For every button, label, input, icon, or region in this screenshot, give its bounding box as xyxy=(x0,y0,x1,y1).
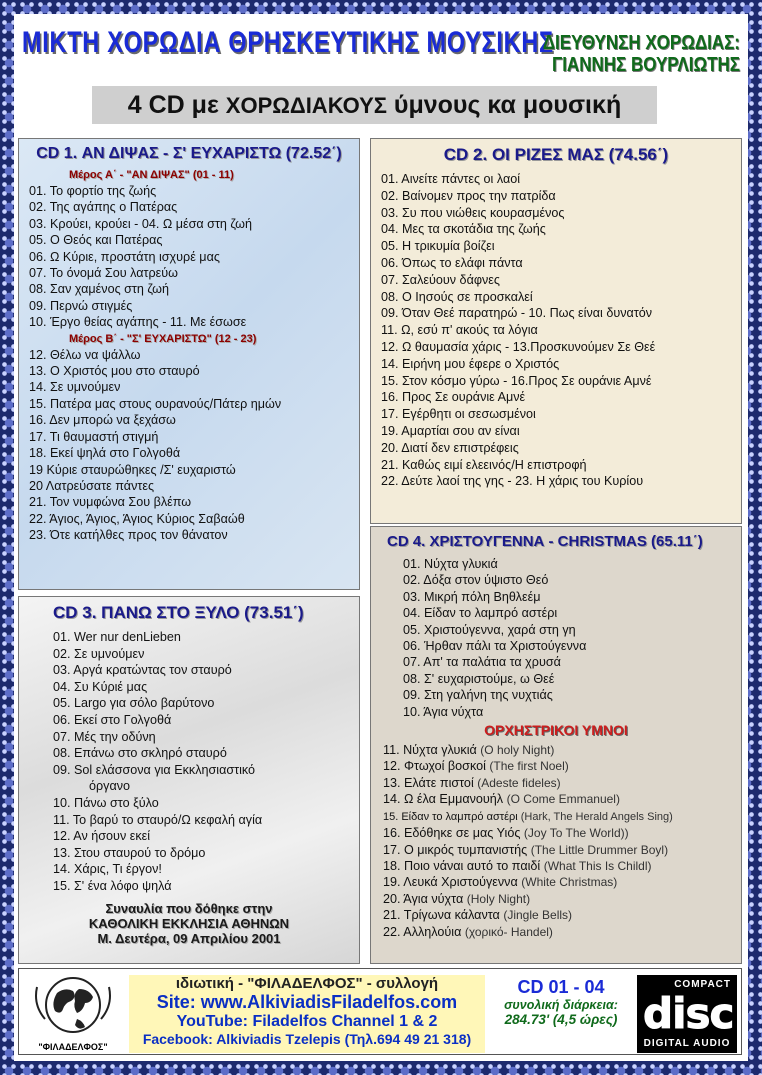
track-english-title: (Joy To The World)) xyxy=(523,826,629,841)
track-item: 07. Το όνομά Σου λατρεύω xyxy=(29,266,178,281)
cd1-tracks-a xyxy=(25,183,353,331)
track-item: 07. Σαλεύουν δάφνες xyxy=(381,272,500,287)
track-item: 05. Largo για σόλο βαρύτονο xyxy=(53,696,215,711)
track-item: 22. Άγιος, Άγιος, Άγιος Κύριος Σαβαώθ xyxy=(29,511,245,526)
track-item: 16. Προς Σε ουράνιε Αμνέ xyxy=(381,390,526,405)
track-title: 22. Αλληλούια xyxy=(383,924,465,939)
cd4-tracks xyxy=(377,556,735,720)
track-item: 02. Της αγάπης ο Πατέρας xyxy=(29,200,178,215)
cd3-tracks-2 xyxy=(25,795,353,895)
track-title: 13. Ελάτε πιστοί xyxy=(383,775,478,790)
track-english-title: (Jingle Bells) xyxy=(503,908,573,923)
track-item: 14. Χάρις, Τι έργον! xyxy=(53,862,162,877)
concert-line-2: ΚΑΘΟΛΙΚΗ ΕΚΚΛΗΣΙΑ ΑΘΗΝΩΝ xyxy=(88,915,290,931)
track-item: 21. Καθώς ειμί ελεεινός/Η επιστροφή xyxy=(381,457,587,472)
compact-disc-logo xyxy=(637,975,737,1053)
track-item: 07. Απ' τα παλάτια τα χρυσά xyxy=(403,655,561,670)
duration-label: συνολική διάρκεια: xyxy=(504,998,618,1012)
track-english-title: (Holy Night) xyxy=(466,891,531,906)
track-item: 07. Μές την οδύνη xyxy=(53,729,156,744)
track-item: 03. Συ που νιώθεις κουρασμένος xyxy=(381,205,565,220)
globe-icon xyxy=(27,975,119,1037)
track-item: 10. Πάνω στο ξύλο xyxy=(53,795,159,810)
track-item: 06. Εκεί στο Γολγοθά xyxy=(53,712,172,727)
cd1-part-b: Μέρος Β΄ - "Σ' ΕΥΧΑΡΙΣΤΩ" (12 - 23) xyxy=(69,332,257,345)
orchestral-track-item xyxy=(377,775,735,791)
orchestral-track-item xyxy=(377,791,735,807)
track-item: 19 Κύριε σταυρώθηκες /Σ' ευχαριστώ xyxy=(29,462,236,477)
track-item: 10. Άγια νύχτα xyxy=(403,704,484,719)
track-item: 01. Νύχτα γλυκιά xyxy=(403,557,498,571)
track-english-title: (O Come Emmanuel) xyxy=(506,792,620,807)
cd4-panel xyxy=(370,526,742,964)
logo-caption: "ΦΙΛΑΔΕΛΦΟΣ" xyxy=(38,1042,108,1052)
orchestral-track-item xyxy=(377,924,735,940)
subtitle-bar xyxy=(92,86,657,124)
track-item: 04. Είδαν το λαμπρό αστέρι xyxy=(403,606,558,621)
director-block xyxy=(543,32,740,76)
track-item: 03. Μικρή πόλη Βηθλεέμ xyxy=(403,589,541,604)
orchestral-track-item xyxy=(377,808,735,825)
orchestral-track-item xyxy=(377,874,735,890)
subtitle-part-c: ύμνους κα μουσική xyxy=(386,91,622,119)
track-title: 20. Άγια νύχτα xyxy=(383,891,467,906)
track-title: 21. Τρίγωνα κάλαντα xyxy=(383,908,504,923)
cd-range: CD 01 - 04 xyxy=(517,977,605,997)
orchestral-track-item xyxy=(377,858,735,874)
track-english-title: (The first Noel) xyxy=(489,759,569,774)
cd2-panel xyxy=(370,138,742,524)
cd3-panel xyxy=(18,596,360,964)
track-item: 02. Σε υμνούμεν xyxy=(53,646,145,661)
track-item: 11. Ω, εσύ π' ακούς τα λόγια xyxy=(381,323,538,338)
track-item: 09. Sol ελάσσονα για Εκκλησιαστικό xyxy=(53,762,256,777)
track-english-title: (χορικό- Handel) xyxy=(464,924,553,939)
track-english-title: (Adeste fideles) xyxy=(477,775,561,790)
track-item: 01. Αινείτε πάντες οι λαοί xyxy=(381,172,521,186)
orchestral-track-item xyxy=(377,742,735,758)
concert-line-1: Συναυλία που δόθηκε στην xyxy=(105,900,273,916)
track-item: 22. Δεύτε λαοί της γης - 23. Η χάρις του Κυρίου xyxy=(381,474,644,489)
youtube-line: YouTube: Filadelfos Channel 1 & 2 xyxy=(176,1013,438,1030)
track-item: 09. Περνώ στιγμές xyxy=(29,298,133,313)
track-item: 03. Κρούει, κρούει - 04. Ω μέσα στη ζωή xyxy=(29,216,252,231)
subtitle-part-b: ΧΟΡΩΔΙΑΚΟΥΣ xyxy=(225,93,387,118)
track-item: 01. Το φορτίο της ζωής xyxy=(29,184,157,198)
track-item: 15. Πατέρα μας στους ουρανούς/Πάτερ ημών xyxy=(29,396,282,411)
cd3-tracks xyxy=(25,629,353,778)
orchestral-track-item xyxy=(377,825,735,841)
track-item: 19. Αμαρτίαι σου αν είναι xyxy=(381,423,520,438)
track-item: 17. Εγέρθητι οι σεσωσμένοι xyxy=(381,407,536,422)
track-english-title: (What This Is Childl) xyxy=(543,858,652,873)
cd1-title: CD 1. ΑΝ ΔΙΨΑΣ - Σ' ΕΥΧΑΡΙΣΤΩ (72.52΄) xyxy=(36,145,342,162)
track-item: 20. Διατί δεν επιστρέφεις xyxy=(381,440,519,455)
track-item: 01. Wer nur denLieben xyxy=(53,630,181,644)
track-item: 04. Συ Κύριέ μας xyxy=(53,679,148,694)
track-item: 23. Ότε κατήλθες προς τον θάνατον xyxy=(29,528,228,543)
track-item: 08. Ο Ιησούς σε προσκαλεί xyxy=(381,289,533,304)
cd4-orchestral-tracks xyxy=(377,742,735,940)
track-title: 16. Εδόθηκε σε μας Υιός xyxy=(383,826,524,841)
track-item: 16. Δεν μπορώ να ξεχάσω xyxy=(29,413,176,428)
collection-line: ιδιωτική - "ΦΙΛΑΔΕΛΦΟΣ" - συλλογή xyxy=(175,975,439,992)
cd-logo-top: COMPACT xyxy=(674,979,731,990)
track-item: 18. Εκεί ψηλά στο Γολγοθά xyxy=(29,446,181,461)
director-label: ΔΙΕΥΘΥΝΣΗ ΧΟΡΩΔΙΑΣ: xyxy=(542,32,740,54)
track-item: 15. Σ' ένα λόφο ψηλά xyxy=(53,878,172,893)
track-item: 20 Λατρεύσατε πάντες xyxy=(29,478,155,493)
track-title: 12. Φτωχοί βοσκοί xyxy=(383,759,490,774)
track-item: 08. Επάνω στο σκληρό σταυρό xyxy=(53,746,227,761)
cd-logo-bottom: DIGITAL AUDIO xyxy=(643,1038,731,1049)
track-title: 14. Ω έλα Εμμανουήλ xyxy=(383,792,507,807)
track-item: 02. Βαίνομεν προς την πατρίδα xyxy=(381,188,556,203)
cd3-title: CD 3. ΠΑΝΩ ΣΤΟ ΞΥΛΟ (73.51΄) xyxy=(53,603,304,622)
track-item: 05. Ο Θεός και Πατέρας xyxy=(29,233,163,248)
cd1-panel xyxy=(18,138,360,590)
cd-summary xyxy=(491,977,631,1053)
orchestral-track-item xyxy=(377,891,735,907)
orchestral-track-item xyxy=(377,842,735,858)
track-item: 09. Όταν Θεέ παρατηρώ - 10. Πως είναι δυνατόν xyxy=(381,306,653,321)
track-title: 17. Ο μικρός τυμπανιστής xyxy=(383,842,531,857)
contact-block xyxy=(129,975,485,1053)
cd3-track9-cont: όργανο xyxy=(89,779,131,794)
cd3-concert-note xyxy=(25,901,353,946)
orchestral-track-item xyxy=(377,758,735,774)
track-item: 05. Η τρικυμία βοίζει xyxy=(381,239,495,254)
track-item: 15. Στον κόσμο γύρω - 16.Προς Σε ουράνιε Αμνέ xyxy=(381,373,652,388)
track-item: 17. Τι θαυμαστή στιγμή xyxy=(29,429,159,444)
track-title: 11. Νύχτα γλυκιά xyxy=(383,743,481,758)
filadelfos-logo xyxy=(27,975,119,1053)
track-english-title: (White Christmas) xyxy=(521,875,618,890)
cd-logo-main: disc xyxy=(643,989,734,1038)
poster xyxy=(14,14,748,1061)
footer xyxy=(18,968,742,1055)
cd2-title: CD 2. ΟΙ ΡΙΖΕΣ ΜΑΣ (74.56΄) xyxy=(443,145,669,164)
facebook-line: Facebook: Alkiviadis Tzelepis (Τηλ.694 49 21 318) xyxy=(142,1031,472,1047)
track-item: 05. Χριστούγεννα, χαρά στη γη xyxy=(403,622,576,637)
track-item: 08. Σ' ευχαριστούμε, ω Θεέ xyxy=(403,671,555,686)
director-name: ΓΙΑΝΝΗΣ ΒΟΥΡΛΙΩΤΗΣ xyxy=(552,54,740,76)
track-item: 13. Ο Χριστός μου στο σταυρό xyxy=(29,364,200,379)
concert-line-3: Μ. Δευτέρα, 09 Απριλίου 2001 xyxy=(97,930,281,946)
track-item: 02. Δόξα στον ύψιστο Θεό xyxy=(403,573,549,588)
track-english-title: (O holy Night) xyxy=(480,743,555,758)
cd1-tracks-b xyxy=(25,347,353,544)
orchestral-title: ΟΡΧΗΣΤΡΙΚΟΙ ΥΜΝΟΙ xyxy=(484,722,628,739)
choir-title: ΜΙΚΤΗ ΧΟΡΩΔΙΑ ΘΡΗΣΚΕΥΤΙΚΗΣ ΜΟΥΣΙΚΗΣ xyxy=(22,26,554,59)
total-duration: 284.73' (4,5 ώρες) xyxy=(504,1012,618,1027)
track-item: 08. Σαν χαμένος στη ζωή xyxy=(29,282,169,297)
track-item: 09. Στη γαλήνη της νυχτιάς xyxy=(403,688,553,703)
track-item: 21. Τον νυμφώνα Σου βλέπω xyxy=(29,495,192,510)
subtitle-part-a: 4 CD με xyxy=(127,91,226,119)
track-item: 14. Σε υμνούμεν xyxy=(29,380,121,395)
track-item: 04. Μες τα σκοτάδια της ζωής xyxy=(381,222,546,237)
track-item: 06. Ω Κύριε, προστάτη ισχυρέ μας xyxy=(29,249,220,264)
track-item: 06. Ήρθαν πάλι τα Χριστούγεννα xyxy=(403,639,587,654)
track-item: 10. Έργο θείας αγάπης - 11. Με έσωσε xyxy=(29,315,247,330)
site-link[interactable]: Site: www.AlkiviadisFiladelfos.com xyxy=(156,992,458,1012)
track-item: 12. Ω θαυμασία χάρις - 13.Προσκυνούμεν Σε Θεέ xyxy=(381,339,656,354)
track-item: 11. Το βαρύ το σταυρό/Ω κεφαλή αγία xyxy=(53,812,263,827)
track-item: 14. Ειρήνη μου έφερε ο Χριστός xyxy=(381,356,560,371)
cd1-part-a: Μέρος Α΄ - "ΑΝ ΔΙΨΑΣ" (01 - 11) xyxy=(69,169,234,181)
track-title: 19. Λευκά Χριστούγεννα xyxy=(383,875,522,890)
track-item: 12. Θέλω να ψάλλω xyxy=(29,347,141,362)
track-title: 15. Είδαν το λαμπρό αστέρι xyxy=(383,810,521,823)
track-item: 13. Στου σταυρού το δρόμο xyxy=(53,845,206,860)
track-english-title: (Hark, The Herald Angels Sing) xyxy=(520,810,673,823)
track-item: 12. Αν ήσουν εκεί xyxy=(53,829,151,844)
track-english-title: (The Little Drummer Boyl) xyxy=(530,842,669,857)
orchestral-track-item xyxy=(377,907,735,923)
cd2-tracks xyxy=(377,171,735,490)
track-title: 18. Ποιο νάναι αυτό το παιδί xyxy=(383,858,544,873)
cd4-title: CD 4. ΧΡΙΣΤΟΥΓΕΝΝΑ - CHRISTMAS (65.11΄) xyxy=(387,533,703,550)
track-item: 03. Αργά κρατώντας τον σταυρό xyxy=(53,663,232,678)
track-item: 06. Όπως το ελάφι πάντα xyxy=(381,255,523,270)
